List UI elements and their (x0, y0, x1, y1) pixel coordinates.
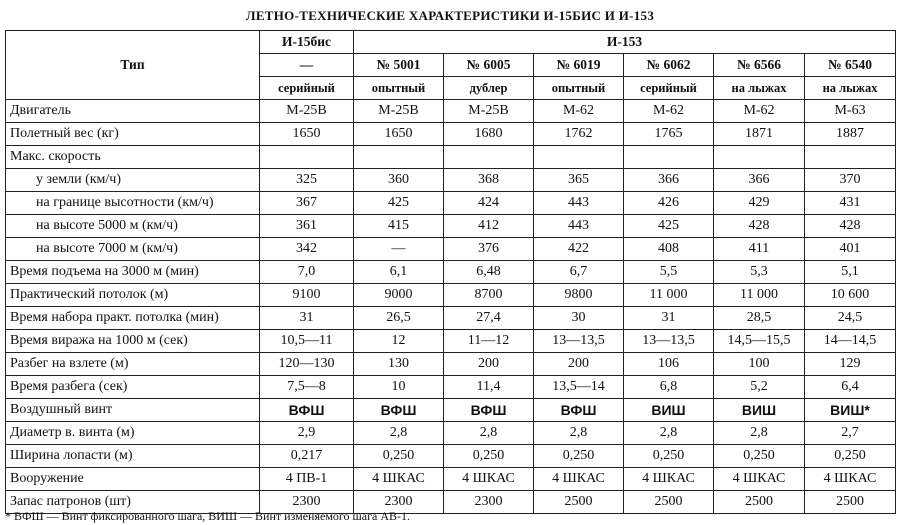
table-cell (714, 146, 805, 169)
table-cell: 2,8 (714, 422, 805, 445)
table-cell: 12 (354, 330, 444, 353)
header-type: Тип (6, 31, 260, 100)
table-cell: 2300 (354, 491, 444, 514)
table-cell: 4 ШКАС (624, 468, 714, 491)
table-cell: 11 000 (624, 284, 714, 307)
table-cell: 1680 (444, 123, 534, 146)
footnote: * ВФШ — Винт фиксированного шага, ВИШ — Винт изменяемого шага АВ-1. (5, 509, 411, 523)
table-cell: 424 (444, 192, 534, 215)
table-cell: М-25В (444, 100, 534, 123)
table-cell: 14—14,5 (805, 330, 896, 353)
table-cell: 360 (354, 169, 444, 192)
table-cell: 130 (354, 353, 444, 376)
table-cell: ВФШ (534, 399, 624, 422)
table-cell: 14,5—15,5 (714, 330, 805, 353)
row-label: Время набора практ. потолка (мин) (6, 307, 260, 330)
row-label: Макс. скорость (6, 146, 260, 169)
table-cell: 361 (260, 215, 354, 238)
header-status: серийный (624, 77, 714, 100)
table-cell: 10,5—11 (260, 330, 354, 353)
table-cell: 7,5—8 (260, 376, 354, 399)
table-cell: ВИШ (714, 399, 805, 422)
table-cell: 100 (714, 353, 805, 376)
table-cell: 1762 (534, 123, 624, 146)
row-label: на границе высотности (км/ч) (6, 192, 260, 215)
table-row (6, 169, 896, 192)
table-cell: 342 (260, 238, 354, 261)
table-cell (624, 146, 714, 169)
table-cell: 415 (354, 215, 444, 238)
table-cell: 443 (534, 192, 624, 215)
header-status: на лыжах (714, 77, 805, 100)
table-cell: 6,7 (534, 261, 624, 284)
header-row-groups (6, 31, 896, 54)
row-label: Разбег на взлете (м) (6, 353, 260, 376)
table-cell: 6,8 (624, 376, 714, 399)
table-cell: 368 (444, 169, 534, 192)
table-row (6, 100, 896, 123)
table-row (6, 376, 896, 399)
table-cell: 443 (534, 215, 624, 238)
table-cell: 129 (805, 353, 896, 376)
header-group-i153: И-153 (354, 31, 896, 54)
table-cell: 370 (805, 169, 896, 192)
table-cell: 120—130 (260, 353, 354, 376)
header-number: № 6019 (534, 54, 624, 77)
table-cell: 431 (805, 192, 896, 215)
table-cell: 376 (444, 238, 534, 261)
table-cell: 9100 (260, 284, 354, 307)
table-cell: 401 (805, 238, 896, 261)
table-cell: М-25В (260, 100, 354, 123)
table-cell: 0,250 (714, 445, 805, 468)
table-cell: 11 000 (714, 284, 805, 307)
table-cell: 28,5 (714, 307, 805, 330)
row-label: Вооружение (6, 468, 260, 491)
table-cell: 5,1 (805, 261, 896, 284)
table-cell: 2,7 (805, 422, 896, 445)
table-cell: 1650 (354, 123, 444, 146)
table-cell: 9800 (534, 284, 624, 307)
table-cell: 4 ШКАС (714, 468, 805, 491)
table-row (6, 330, 896, 353)
table-cell: 2500 (714, 491, 805, 514)
table-cell: 10 (354, 376, 444, 399)
table-cell: 5,5 (624, 261, 714, 284)
table-cell: 31 (624, 307, 714, 330)
table-row (6, 238, 896, 261)
table-row (6, 468, 896, 491)
table-cell: 2,8 (354, 422, 444, 445)
table-cell: 408 (624, 238, 714, 261)
table-cell: 429 (714, 192, 805, 215)
row-label: на высоте 7000 м (км/ч) (6, 238, 260, 261)
table-cell: 6,1 (354, 261, 444, 284)
header-number: № 6540 (805, 54, 896, 77)
table-cell: 2,8 (444, 422, 534, 445)
table-cell: 6,4 (805, 376, 896, 399)
header-number: № 6566 (714, 54, 805, 77)
table-cell: 2500 (624, 491, 714, 514)
header-i15-status: серийный (260, 77, 354, 100)
table-cell: 4 ШКАС (354, 468, 444, 491)
page-title: ЛЕТНО-ТЕХНИЧЕСКИЕ ХАРАКТЕРИСТИКИ И-15БИС И И-153 (245, 8, 655, 23)
table-cell: 11,4 (444, 376, 534, 399)
table-row (6, 284, 896, 307)
row-label: Ширина лопасти (м) (6, 445, 260, 468)
table-row (6, 307, 896, 330)
table-cell: 425 (624, 215, 714, 238)
table-cell: 200 (444, 353, 534, 376)
table-cell: 10 600 (805, 284, 896, 307)
table-row (6, 353, 896, 376)
table-row (6, 146, 896, 169)
table-cell: 367 (260, 192, 354, 215)
table-cell: 426 (624, 192, 714, 215)
table-cell: 2300 (444, 491, 534, 514)
table-cell: 0,217 (260, 445, 354, 468)
table-cell: 366 (714, 169, 805, 192)
table-cell: 0,250 (805, 445, 896, 468)
table-row (6, 422, 896, 445)
table-cell: ВИШ* (805, 399, 896, 422)
row-label: Время виража на 1000 м (сек) (6, 330, 260, 353)
table-cell: М-62 (624, 100, 714, 123)
row-label: Время подъема на 3000 м (мин) (6, 261, 260, 284)
table-cell: 2500 (534, 491, 624, 514)
table-cell: 4 ШКАС (534, 468, 624, 491)
table-cell: 7,0 (260, 261, 354, 284)
table-row (6, 192, 896, 215)
header-group-i15: И-15бис (260, 31, 354, 54)
row-label: Практический потолок (м) (6, 284, 260, 307)
table-cell: 365 (534, 169, 624, 192)
table-cell: 2,8 (624, 422, 714, 445)
table-cell: 27,4 (444, 307, 534, 330)
table-cell (444, 146, 534, 169)
table-cell: 106 (624, 353, 714, 376)
table-cell: 13—13,5 (534, 330, 624, 353)
table-cell: 1765 (624, 123, 714, 146)
table-cell: 200 (534, 353, 624, 376)
table-row (6, 123, 896, 146)
table-cell: 0,250 (624, 445, 714, 468)
header-number: № 6005 (444, 54, 534, 77)
header-status: на лыжах (805, 77, 896, 100)
table-row (6, 215, 896, 238)
table-cell: 11—12 (444, 330, 534, 353)
table-cell: 425 (354, 192, 444, 215)
table-cell (260, 146, 354, 169)
row-label: у земли (км/ч) (6, 169, 260, 192)
table-cell: 2500 (805, 491, 896, 514)
row-label: на высоте 5000 м (км/ч) (6, 215, 260, 238)
table-cell (805, 146, 896, 169)
table-cell: ВФШ (354, 399, 444, 422)
row-label: Воздушный винт (6, 399, 260, 422)
table-cell: 4 ШКАС (444, 468, 534, 491)
table-cell: 13—13,5 (624, 330, 714, 353)
table-cell (354, 146, 444, 169)
header-number: № 6062 (624, 54, 714, 77)
table-cell: 1650 (260, 123, 354, 146)
table-cell: 428 (714, 215, 805, 238)
table-cell: 30 (534, 307, 624, 330)
table-cell: 1871 (714, 123, 805, 146)
table-cell: 4 ШКАС (805, 468, 896, 491)
specs-table (5, 30, 896, 514)
specs-table-body (6, 31, 896, 514)
header-i15-number: — (260, 54, 354, 77)
table-cell: ВФШ (260, 399, 354, 422)
table-cell: М-62 (534, 100, 624, 123)
table-cell: 8700 (444, 284, 534, 307)
table-cell: 412 (444, 215, 534, 238)
table-cell: 0,250 (444, 445, 534, 468)
row-label: Диаметр в. винта (м) (6, 422, 260, 445)
table-cell: М-63 (805, 100, 896, 123)
table-cell: 13,5—14 (534, 376, 624, 399)
table-cell: 428 (805, 215, 896, 238)
table-cell: ВИШ (624, 399, 714, 422)
table-cell: 5,2 (714, 376, 805, 399)
table-cell: 9000 (354, 284, 444, 307)
table-cell: 0,250 (534, 445, 624, 468)
row-label: Двигатель (6, 100, 260, 123)
row-label: Полетный вес (кг) (6, 123, 260, 146)
row-label: Время разбега (сек) (6, 376, 260, 399)
table-cell: — (354, 238, 444, 261)
table-cell: 26,5 (354, 307, 444, 330)
table-cell: 31 (260, 307, 354, 330)
header-status: опытный (534, 77, 624, 100)
table-row (6, 261, 896, 284)
table-cell (534, 146, 624, 169)
header-number: № 5001 (354, 54, 444, 77)
table-cell: 24,5 (805, 307, 896, 330)
row-label: Запас патронов (шт) (6, 491, 260, 514)
table-cell: М-62 (714, 100, 805, 123)
table-cell: ВФШ (444, 399, 534, 422)
table-cell: 2,9 (260, 422, 354, 445)
table-cell: 5,3 (714, 261, 805, 284)
header-status: опытный (354, 77, 444, 100)
table-cell: 0,250 (354, 445, 444, 468)
table-cell: 2,8 (534, 422, 624, 445)
table-row (6, 445, 896, 468)
table-row (6, 399, 896, 422)
table-cell: 4 ПВ-1 (260, 468, 354, 491)
table-cell: 1887 (805, 123, 896, 146)
table-cell: 325 (260, 169, 354, 192)
header-status: дублер (444, 77, 534, 100)
table-cell: 2300 (260, 491, 354, 514)
table-cell: 6,48 (444, 261, 534, 284)
table-cell: 422 (534, 238, 624, 261)
table-cell: 366 (624, 169, 714, 192)
table-cell: М-25В (354, 100, 444, 123)
table-cell: 411 (714, 238, 805, 261)
